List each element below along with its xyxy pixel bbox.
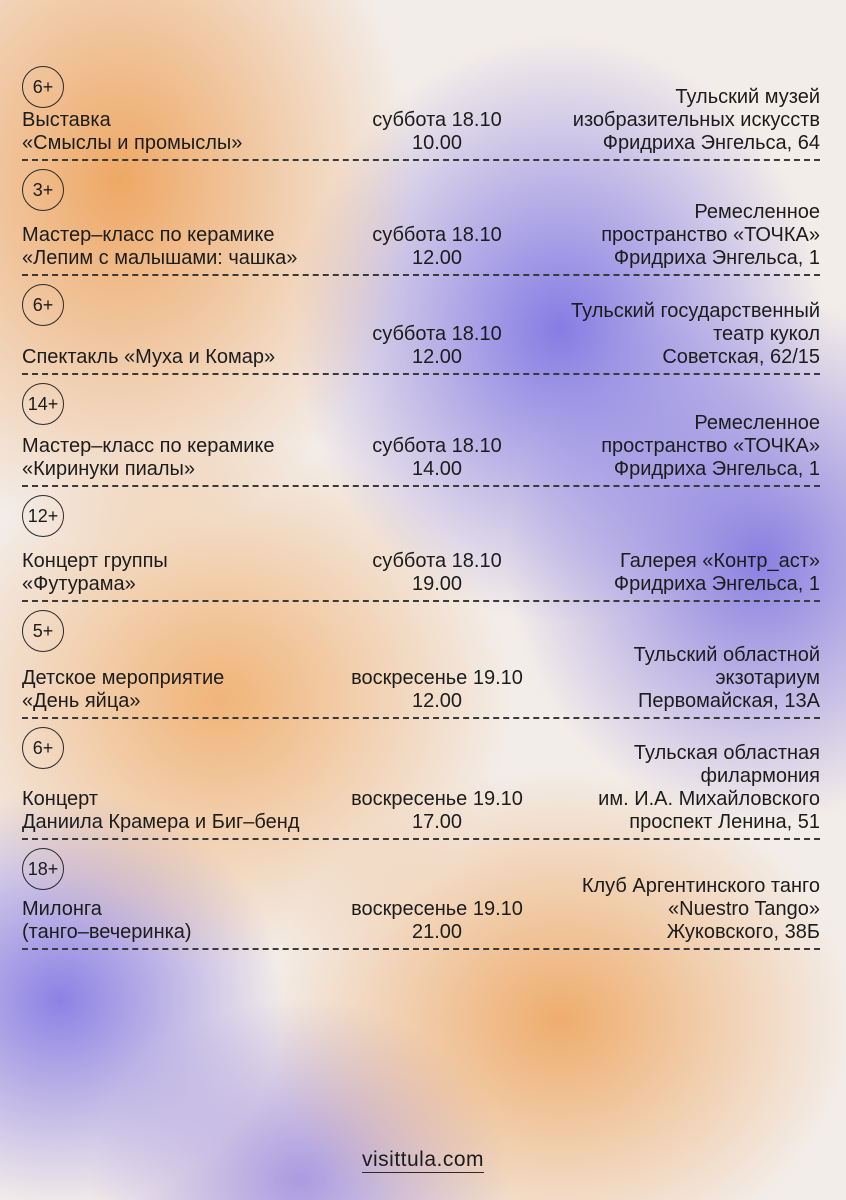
event-row <box>22 276 820 375</box>
event-title: Мастер–класс по керамике «Лепим с малышами: чашка» <box>22 224 298 269</box>
event-date: суббота 18.10 <box>372 550 502 572</box>
age-badge: 12+ <box>22 495 64 537</box>
event-date: воскресенье 19.10 <box>351 898 523 920</box>
event-row <box>22 58 820 161</box>
event-date: суббота 18.10 <box>372 109 502 131</box>
event-row <box>22 375 820 487</box>
event-datetime <box>327 109 547 155</box>
event-date: суббота 18.10 <box>372 323 502 345</box>
event-time: 12.00 <box>411 346 463 368</box>
age-badge: 5+ <box>22 610 64 652</box>
event-venue: Тульский областной экзотариум Первомайская, 13А <box>633 644 820 712</box>
age-badge: 6+ <box>22 727 64 769</box>
event-datetime <box>327 898 547 944</box>
age-badge: 6+ <box>22 66 64 108</box>
event-datetime <box>327 550 547 596</box>
event-venue: Тульский государственный театр кукол Советская, 62/15 <box>571 300 820 368</box>
event-venue: Галерея «Контр_аст» Фридриха Энгельса, 1 <box>613 550 820 595</box>
event-title: Мастер–класс по керамике «Киринуки пиалы» <box>22 435 275 480</box>
age-badge: 6+ <box>22 284 64 326</box>
event-title: Милонга (танго–вечеринка) <box>22 898 192 943</box>
event-title: Выставка «Смыслы и промыслы» <box>22 109 243 154</box>
event-date: воскресенье 19.10 <box>351 667 523 689</box>
event-venue: Тульская областная филармония им. И.А. Михайловского проспект Ленина, 51 <box>598 742 820 833</box>
event-date: суббота 18.10 <box>372 224 502 246</box>
age-badge: 14+ <box>22 383 64 425</box>
site-link[interactable]: visittula.com <box>361 1148 485 1171</box>
event-venue: Ремесленное пространство «ТОЧКА» Фридриха Энгельса, 1 <box>601 412 820 480</box>
event-title: Спектакль «Муха и Комар» <box>22 346 276 368</box>
event-time: 14.00 <box>411 458 463 480</box>
event-time: 21.00 <box>411 921 463 943</box>
event-time: 19.00 <box>411 573 463 595</box>
event-row <box>22 719 820 840</box>
event-time: 10.00 <box>411 132 463 154</box>
event-venue: Клуб Аргентинского танго «Nuestro Tango» Жуковского, 38Б <box>581 875 820 943</box>
event-row <box>22 161 820 276</box>
event-datetime <box>327 667 547 713</box>
event-datetime <box>327 224 547 270</box>
event-date: воскресенье 19.10 <box>351 788 523 810</box>
event-venue: Тульский музей изобразительных искусств Фридриха Энгельса, 64 <box>572 86 820 154</box>
event-datetime <box>327 788 547 834</box>
event-time: 17.00 <box>411 811 463 833</box>
event-time: 12.00 <box>411 247 463 269</box>
event-row <box>22 487 820 602</box>
event-row <box>22 602 820 719</box>
event-datetime <box>327 435 547 481</box>
event-title: Концерт группы «Футурама» <box>22 550 168 595</box>
event-datetime <box>327 323 547 369</box>
event-row <box>22 840 820 950</box>
event-time: 12.00 <box>411 690 463 712</box>
event-date: суббота 18.10 <box>372 435 502 457</box>
event-title: Детское мероприятие «День яйца» <box>22 667 225 712</box>
age-badge: 18+ <box>22 848 64 890</box>
footer <box>0 1148 846 1172</box>
age-badge: 3+ <box>22 169 64 211</box>
event-list <box>22 58 820 950</box>
event-venue: Ремесленное пространство «ТОЧКА» Фридриха Энгельса, 1 <box>601 201 820 269</box>
event-title: Концерт Даниила Крамера и Биг–бенд <box>22 788 300 833</box>
